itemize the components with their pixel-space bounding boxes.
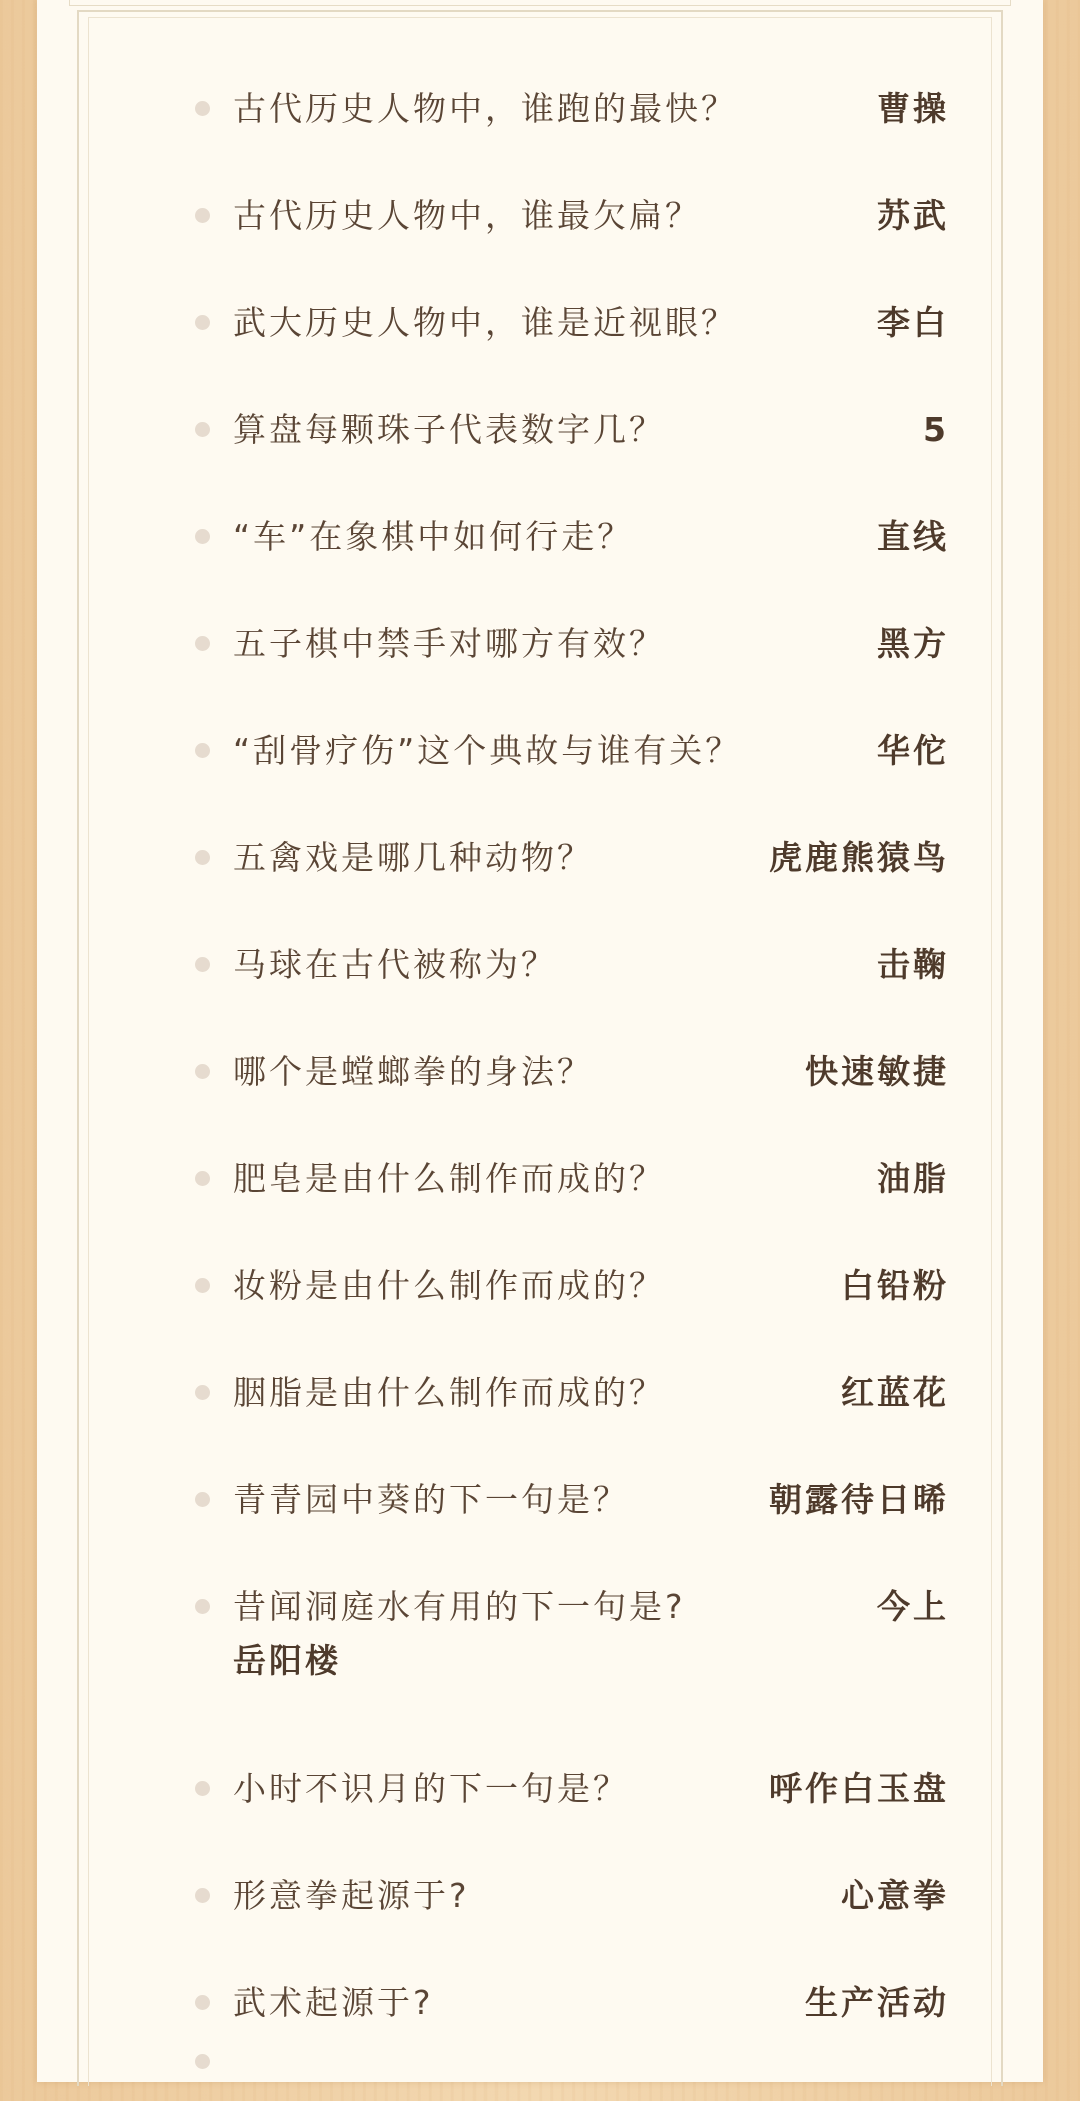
question-text: “车”在象棋中如何行走？ xyxy=(233,517,634,556)
answer-text: 白铅粉 xyxy=(841,1266,949,1305)
list-item xyxy=(233,1827,949,1934)
list-item xyxy=(233,1003,949,1110)
answer-text: 朝露待日晞 xyxy=(769,1480,949,1519)
list-item xyxy=(233,896,949,1003)
question-text: 昔闻洞庭水有用的下一句是? xyxy=(233,1587,686,1626)
list-item xyxy=(233,254,949,361)
question-text: 哪个是螳螂拳的身法？ xyxy=(233,1052,593,1091)
question-text: 小时不识月的下一句是？ xyxy=(233,1769,629,1808)
answer-text: 李白 xyxy=(877,303,949,342)
qa-list xyxy=(233,40,949,2101)
answer-text: 呼作白玉盘 xyxy=(769,1769,949,1808)
list-item xyxy=(233,682,949,789)
question-text: 武术起源于? xyxy=(233,1983,434,2022)
list-item-empty xyxy=(233,2041,949,2101)
list-item xyxy=(233,40,949,147)
list-item xyxy=(233,361,949,468)
list-item xyxy=(233,1217,949,1324)
list-item xyxy=(233,1431,949,1538)
list-item xyxy=(233,1110,949,1217)
answer-text: 击鞠 xyxy=(877,945,949,984)
answer-text: 华佗 xyxy=(877,731,949,770)
question-text: 古代历史人物中，谁跑的最快？ xyxy=(233,89,737,128)
question-text: 算盘每颗珠子代表数字几？ xyxy=(233,410,665,449)
list-item xyxy=(233,1538,949,1712)
answer-text: 心意拳 xyxy=(841,1876,949,1915)
list-item xyxy=(233,789,949,896)
list-item xyxy=(233,1324,949,1431)
list-item xyxy=(233,1934,949,2041)
list-item xyxy=(233,147,949,254)
answer-text: 油脂 xyxy=(877,1159,949,1198)
question-text: 五子棋中禁手对哪方有效？ xyxy=(233,624,665,663)
question-text: 肥皂是由什么制作而成的？ xyxy=(233,1159,665,1198)
list-item xyxy=(233,575,949,682)
question-text: 五禽戏是哪几种动物？ xyxy=(233,838,593,877)
answer-text: 红蓝花 xyxy=(841,1373,949,1412)
answer-text: 曹操 xyxy=(877,89,949,128)
answer-text: 直线 xyxy=(877,517,949,556)
question-text: 武大历史人物中，谁是近视眼？ xyxy=(233,303,737,342)
question-text: 形意拳起源于? xyxy=(233,1876,470,1915)
answer-text-continued: 岳阳楼 xyxy=(233,1641,341,1680)
question-text: 妆粉是由什么制作而成的？ xyxy=(233,1266,665,1305)
answer-text: 虎鹿熊猿鸟 xyxy=(769,838,949,877)
list-item xyxy=(233,468,949,575)
question-text: “刮骨疗伤”这个典故与谁有关？ xyxy=(233,731,742,770)
question-text: 马球在古代被称为？ xyxy=(233,945,557,984)
answer-text: 快速敏捷 xyxy=(805,1052,949,1091)
question-text: 古代历史人物中，谁最欠扁？ xyxy=(233,196,701,235)
answer-text: 生产活动 xyxy=(805,1983,949,2022)
answer-text: 今上 xyxy=(877,1587,949,1626)
article-page xyxy=(37,0,1043,2082)
top-divider xyxy=(69,0,1011,6)
question-text: 青青园中葵的下一句是？ xyxy=(233,1480,629,1519)
list-item xyxy=(233,1720,949,1827)
question-text: 胭脂是由什么制作而成的？ xyxy=(233,1373,665,1412)
answer-text: 苏武 xyxy=(877,196,949,235)
answer-text: 黑方 xyxy=(877,624,949,663)
answer-text: 5 xyxy=(923,410,949,449)
